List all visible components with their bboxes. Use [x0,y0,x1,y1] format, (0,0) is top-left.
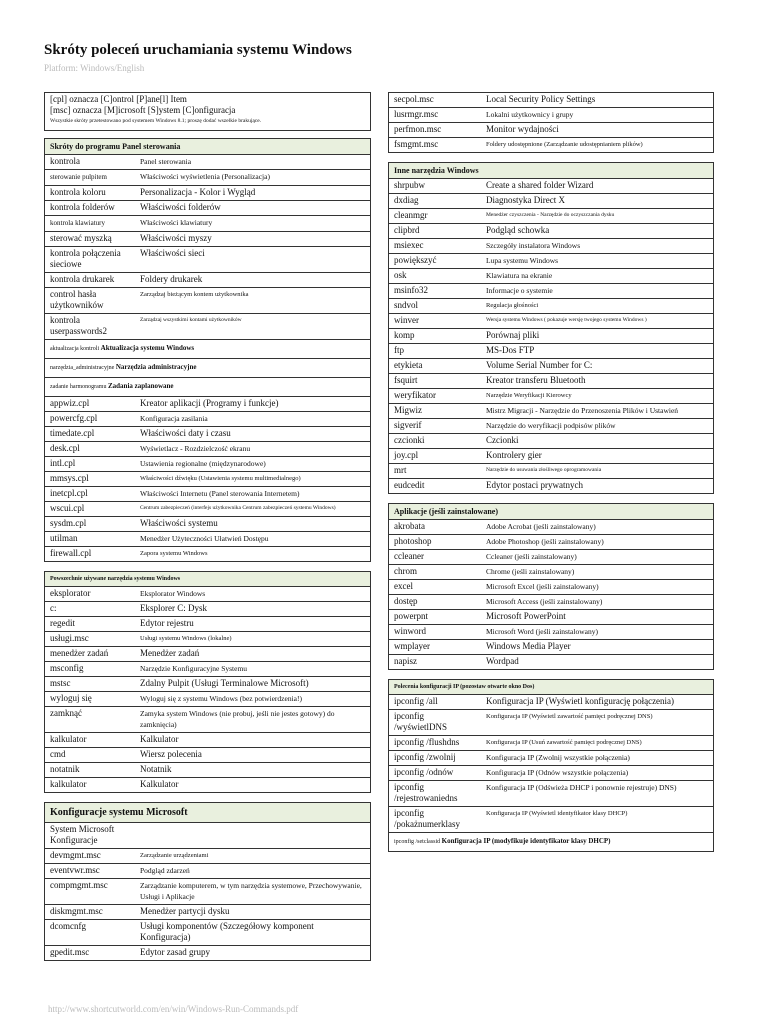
platform-label: Platform: Windows/English [44,63,145,73]
table-row [389,580,713,595]
command-cell: utilman [50,533,78,543]
combined-cell [45,340,370,359]
section-title: Skróty do programu Panel sterowania [45,139,370,155]
command-cell: eudcedit [394,480,425,490]
command-cell: menedżer zadań [50,648,109,658]
command-cell: ipconfig /rejestrowaniedns [394,782,458,803]
table-row [45,442,370,457]
combined-cell [389,833,713,852]
command-cell: ipconfig /pokażnumerklasy [394,808,460,829]
table-row [389,535,713,550]
command-cell: kontrola klawiatury [50,219,106,227]
description-cell: Właściwości folderów [135,201,370,216]
description-cell: Klawiatura na ekranie [481,269,713,284]
description-cell: Adobe Acrobat (jeśli zainstalowany) [481,520,713,535]
command-cell: powercfg.cpl [50,413,98,423]
description-cell: Chrome (jeśli zainstalowany) [481,565,713,580]
table-row [45,288,370,314]
table-row [389,194,713,209]
command-cell: powerpnt [394,611,428,621]
table-row [389,625,713,640]
shortcut-table [389,179,713,493]
section-title: Inne narzędzia Windows [389,163,713,179]
table-row [45,359,370,378]
description-cell: Centrum zabezpieczeń (interfejs użytkownika Centrum zabezpieczeń systemu Windows) [135,502,370,517]
command-cell: usługi.msc [50,633,89,643]
section-other-tools [388,162,714,494]
table-row [45,677,370,692]
command-cell: intl.cpl [50,458,76,468]
table-row [389,610,713,625]
description-cell: Narzędzie Weryfikacji Kierowcy [481,389,713,404]
command-cell: fsmgmt.msc [394,139,439,149]
command-cell: kontrola połączenia sieciowe [50,248,121,269]
table-row [45,763,370,778]
table-row [389,239,713,254]
description-cell: Wiersz polecenia [135,748,370,763]
table-row [45,849,370,864]
command-cell: cmd [50,749,66,759]
section-title: Aplikacje (jeśli zainstalowane) [389,504,713,520]
table-row [45,155,370,170]
description-cell: Menedżer czyszczenia - Narzędzie do oczyszczania dysku [481,209,713,224]
command-cell: wmplayer [394,641,430,651]
command-cell: System Microsoft Konfiguracje [50,824,115,845]
description-cell: Konfiguracja IP (Wyświetl zawartość pamięci podręcznej DNS) [481,710,713,736]
description-cell: Microsoft PowerPoint [481,610,713,625]
shortcut-table [45,155,370,561]
command-cell: eventvwr.msc [50,865,100,875]
description-cell: Porównaj pliki [481,329,713,344]
table-row [45,778,370,793]
description-cell: Adobe Photoshop (jeśli zainstalowany) [481,535,713,550]
source-url: http://www.shortcutworld.com/en/win/Windows-Run-Commands.pdf [48,1004,299,1014]
table-row [389,314,713,329]
table-row [45,707,370,733]
description-cell: Informacje o systemie [481,284,713,299]
command-cell: timedate.cpl [50,428,95,438]
legend-box [44,92,371,131]
command-cell: msinfo32 [394,285,429,295]
description-cell: Kalkulator [135,733,370,748]
table-row [389,710,713,736]
table-row [389,389,713,404]
description-cell: Kontrolery gier [481,449,713,464]
description-cell: Eksplorer C: Dysk [135,602,370,617]
table-row [389,344,713,359]
section-msc-continued [388,92,714,153]
command-cell: kontrola drukarek [50,274,115,284]
description-cell: Microsoft Excel (jeśli zainstalowany) [481,580,713,595]
command-cell: clipbrd [394,225,420,235]
description-cell: Podgląd schowka [481,224,713,239]
page-title: Skróty poleceń uruchamiania systemu Windows [44,42,352,58]
table-row [389,123,713,138]
description-cell: Eksplorator Windows [135,587,370,602]
description-cell: Właściwości dźwięku (Ustawienia systemu multimedialnego) [135,472,370,487]
description-cell: Foldery udostępnione (Zarządzanie udostępnianiem plików) [486,141,643,148]
table-row [45,378,370,397]
command-cell: powiększyć [394,255,437,265]
command-cell: ipconfig /zwolnij [394,752,456,762]
command-cell: devmgmt.msc [50,850,101,860]
table-row [45,502,370,517]
shortcut-table [45,587,370,792]
section-title: Konfiguracje systemu Microsoft [45,803,370,823]
description-cell: Menedżer Użyteczności Ułatwień Dostępu [135,532,370,547]
table-row [45,879,370,905]
table-row [389,736,713,751]
section-ip-config [388,679,714,852]
description-cell: Zapora systemu Windows [140,550,208,557]
command-cell: kalkulator [50,734,87,744]
command-cell: komp [394,330,415,340]
table-row [389,479,713,494]
shortcut-table [389,695,713,851]
command-cell: napisz [394,656,417,666]
command-cell: ipconfig /all [394,696,438,706]
command-cell: kontrola koloru [50,187,106,197]
table-row [389,640,713,655]
description-cell: Zadania zaplanowane [107,382,174,390]
table-row [45,662,370,677]
command-cell: c: [50,603,57,613]
description-cell: MS-Dos FTP [481,344,713,359]
command-cell: joy.cpl [394,450,419,460]
table-row [389,254,713,269]
table-row [45,397,370,412]
table-row [389,419,713,434]
command-cell: ftp [394,345,404,355]
table-row [389,284,713,299]
table-row [45,920,370,946]
command-cell: zadanie harmonogramu [50,384,107,390]
description-cell: Diagnostyka Direct X [481,194,713,209]
description-cell: Lokalni użytkownicy i grupy [481,108,713,123]
command-cell: wscui.cpl [50,503,85,513]
command-cell: winver [394,315,419,325]
table-row [389,93,713,108]
table-row [45,273,370,288]
command-cell: regedit [50,618,75,628]
command-cell: gpedit.msc [50,947,90,957]
description-cell: Wyświetlacz - Rozdzielczość ekranu [135,442,370,457]
table-row [45,748,370,763]
description-cell: Local Security Policy Settings [481,93,713,108]
command-cell: msconfig [50,663,84,673]
command-cell: diskmgmt.msc [50,906,103,916]
description-cell: Ustawienia regionalne (międzynarodowe) [135,457,370,472]
table-row [389,695,713,710]
command-cell: appwiz.cpl [50,398,90,408]
command-cell: etykieta [394,360,423,370]
combined-cell [45,378,370,397]
command-cell: perfmon.msc [394,124,442,134]
section-title: Polecenia konfiguracji IP (pozostaw otwarte okno Dos) [389,680,713,695]
description-cell: Konfiguracja IP (Odnów wszystkie połączenia) [481,766,713,781]
description-cell: Create a shared folder Wizard [481,179,713,194]
description-cell: Wersja systemu Windows ( pokazuje wersję twojego systemu Windows ) [481,314,713,329]
description-cell: Zarządzaj bieżącym kontem użytkownika [135,288,370,314]
command-cell: mmsys.cpl [50,473,89,483]
command-cell: weryfikator [394,390,436,400]
command-cell: sigverif [394,420,422,430]
table-row [389,833,713,852]
description-cell: Menedżer partycji dysku [135,905,370,920]
table-row [389,374,713,389]
description-cell: Właściwości wyświetlenia (Personalizacja) [135,170,370,186]
command-cell: czcionki [394,435,425,445]
description-cell: Windows Media Player [481,640,713,655]
command-cell: osk [394,270,407,280]
description-cell: Wordpad [486,656,519,666]
description-cell: Szczegóły instalatora Windows [481,239,713,254]
table-row [389,179,713,194]
shortcut-table [45,823,370,960]
table-row [45,864,370,879]
table-row [389,434,713,449]
table-row [389,108,713,123]
description-cell: Edytor zasad grupy [140,947,210,957]
description-cell: Microsoft Word (jeśli zainstalowany) [481,625,713,640]
command-cell: firewall.cpl [50,548,92,558]
description-cell: Właściwości Internetu (Panel sterowania Internetem) [135,487,370,502]
command-cell: lusrmgr.msc [394,109,439,119]
command-cell: notatnik [50,764,80,774]
table-row [45,532,370,547]
table-row [389,329,713,344]
table-row [45,517,370,532]
table-row [45,617,370,632]
command-cell: ipconfig /odnów [394,767,454,777]
description-cell: Panel sterowania [135,155,370,170]
command-cell: chrom [394,566,417,576]
shortcut-table [389,520,713,669]
table-row [45,186,370,201]
command-cell: kalkulator [50,779,87,789]
description-cell: Zdalny Pulpit (Usługi Terminalowe Microsoft) [135,677,370,692]
table-row [389,751,713,766]
command-cell: photoshop [394,536,432,546]
table-row [389,449,713,464]
table-row [389,766,713,781]
description-cell: Wyloguj się z systemu Windows (bez potwierdzenia!) [135,692,370,707]
table-row [45,905,370,920]
table-row [45,232,370,247]
command-cell: dxdiag [394,195,419,205]
description-cell: Narzędzie do weryfikacji podpisów plików [481,419,713,434]
table-row [45,946,370,961]
table-row [45,201,370,216]
command-cell: kontrola [50,156,80,166]
description-cell: Edytor postaci prywatnych [486,480,583,490]
description-cell: Narzędzie do usuwania złośliwego oprogramowania [481,464,713,479]
description-cell: Podgląd zdarzeń [135,864,370,879]
command-cell: sysdm.cpl [50,518,87,528]
command-cell: ccleaner [394,551,424,561]
command-cell: wyloguj się [50,693,92,703]
command-cell: desk.cpl [50,443,80,453]
table-row [389,404,713,419]
table-row [45,823,370,849]
section-title: Powszechnie używane narzędzia systemu Windows [45,572,370,587]
command-cell: sterować myszką [50,233,112,243]
description-cell: Menedżer zadań [135,647,370,662]
table-row [45,602,370,617]
section-applications [388,503,714,670]
description-cell: Narzędzia administracyjne [115,363,197,371]
description-cell: Narzędzie Konfiguracyjne Systemu [135,662,370,677]
table-row [45,247,370,273]
command-cell: ipconfig /wyświetlDNS [394,711,448,732]
table-row [45,340,370,359]
command-cell: excel [394,581,413,591]
command-cell: inetcpl.cpl [50,488,88,498]
description-cell: Edytor rejestru [135,617,370,632]
table-row [389,464,713,479]
command-cell: sndvol [394,300,419,310]
description-cell: Mistrz Migracji - Narzędzie do Przenoszenia Plików i Ustawień [481,404,713,419]
table-row [45,216,370,232]
command-cell: ipconfig /setclassid [394,839,441,845]
command-cell: zamknąć [50,708,82,718]
description-cell: Usługi systemu Windows (lokalne) [135,632,370,647]
description-cell: Monitor wydajności [481,123,713,138]
command-cell: aktualizacja kontroli [50,346,100,352]
table-row [389,595,713,610]
description-cell: Aktualizacja systemu Windows [100,344,195,352]
description-cell: Właściwości sieci [135,247,370,273]
table-row [45,427,370,442]
command-cell: control hasła użytkowników [50,289,104,310]
table-row [45,472,370,487]
description-cell: Kreator transferu Bluetooth [481,374,713,389]
description-cell: Ccleaner (jeśli zainstalowany) [481,550,713,565]
description-cell: Czcionki [481,434,713,449]
table-row [389,359,713,374]
description-cell: Konfiguracja IP (Wyświetl identyfikator klasy DHCP) [481,807,713,833]
command-cell: mstsc [50,678,71,688]
description-cell: Kalkulator [140,779,179,789]
table-row [45,632,370,647]
description-cell: Foldery drukarek [135,273,370,288]
description-cell: Konfiguracja IP (Wyświetl konfigurację połączenia) [481,695,713,710]
table-row [389,269,713,284]
command-cell: secpol.msc [394,94,434,104]
table-row [389,550,713,565]
command-cell: eksplorator [50,588,91,598]
command-cell: fsquirt [394,375,418,385]
command-cell: shrpubw [394,180,425,190]
description-cell: Zamyka system Windows (nie probuj, jeśli nie jestes gotowy) do zamknięcia) [135,707,370,733]
description-cell: Regulacja głośności [481,299,713,314]
table-row [45,547,370,562]
description-cell: Właściwości myszy [135,232,370,247]
description-cell: Lupa systemu Windows [481,254,713,269]
description-cell: Konfiguracja IP (Odświeża DHCP i ponownie rejestruje) DNS) [481,781,713,807]
command-cell: ipconfig /flushdns [394,737,460,747]
section-common-tools [44,571,371,793]
combined-cell [45,359,370,378]
legend-note: Wszystkie skróty przetestowano pod systemem Windows 8.1; proszę dodać wszelkie brakujące. [50,118,262,124]
description-cell: Volume Serial Number for C: [481,359,713,374]
command-cell: winword [394,626,426,636]
description-cell: Konfiguracja IP (modyfikuje identyfikator klasy DHCP) [441,837,611,845]
shortcut-table [389,93,713,152]
table-row [45,487,370,502]
table-row [389,224,713,239]
table-row [45,457,370,472]
right-column [388,92,714,861]
description-cell: Konfiguracja IP (Zwolnij wszystkie połączenia) [481,751,713,766]
command-cell: cleanmgr [394,210,428,220]
table-row [45,587,370,602]
description-cell: Konfiguracja zasilania [135,412,370,427]
legend-msc: [msc] oznacza [M]icrosoft [S]ystem [C]onfiguracja [50,105,236,115]
table-row [389,781,713,807]
command-cell: kontrola folderów [50,202,115,212]
description-cell: Właściwości klawiatury [135,216,370,232]
table-row [45,412,370,427]
table-row [389,209,713,224]
description-cell: Notatnik [135,763,370,778]
table-row [389,807,713,833]
command-cell: mrt [394,465,407,475]
table-row [389,138,713,153]
description-cell: Zarządzaj wszystkimi kontami użytkowników [135,314,370,340]
description-cell: Kreator aplikacji (Programy i funkcje) [135,397,370,412]
command-cell: kontrola userpasswords2 [50,315,107,336]
section-control-panel [44,138,371,562]
description-cell: Microsoft Access (jeśli zainstalowany) [481,595,713,610]
table-row [389,565,713,580]
section-ms-config [44,802,371,961]
left-column [44,92,371,970]
command-cell: dostęp [394,596,418,606]
legend-cpl: [cpl] oznacza [C]ontrol [P]ane[l] Item [50,94,187,104]
command-cell: Migwiz [394,405,422,415]
command-cell: sterowanie pulpitem [50,173,107,181]
table-row [45,692,370,707]
description-cell: Zarządzanie komputerem, w tym narzędzia systemowe, Przechowywanie, Usługi i Aplikacje [135,879,370,905]
description-cell: Właściwości daty i czasu [135,427,370,442]
command-cell: dcomcnfg [50,921,86,931]
table-row [389,299,713,314]
table-row [45,647,370,662]
description-cell: Konfiguracja IP (Usuń zawartość pamięci podręcznej DNS) [481,736,713,751]
description-cell: Usługi komponentów (Szczegółowy komponent Konfiguracja) [135,920,370,946]
description-cell: Personalizacja - Kolor i Wygląd [135,186,370,201]
command-cell: msiexec [394,240,424,250]
description-cell [135,823,370,849]
table-row [45,733,370,748]
table-row [45,170,370,186]
command-cell: akrobata [394,521,425,531]
command-cell: compmgmt.msc [50,880,108,890]
table-row [389,655,713,670]
table-row [389,520,713,535]
description-cell: Właściwości systemu [135,517,370,532]
table-row [45,314,370,340]
command-cell: narzędzia_administracyjne [50,365,115,371]
description-cell: Zarządzanie urządzeniami [135,849,370,864]
